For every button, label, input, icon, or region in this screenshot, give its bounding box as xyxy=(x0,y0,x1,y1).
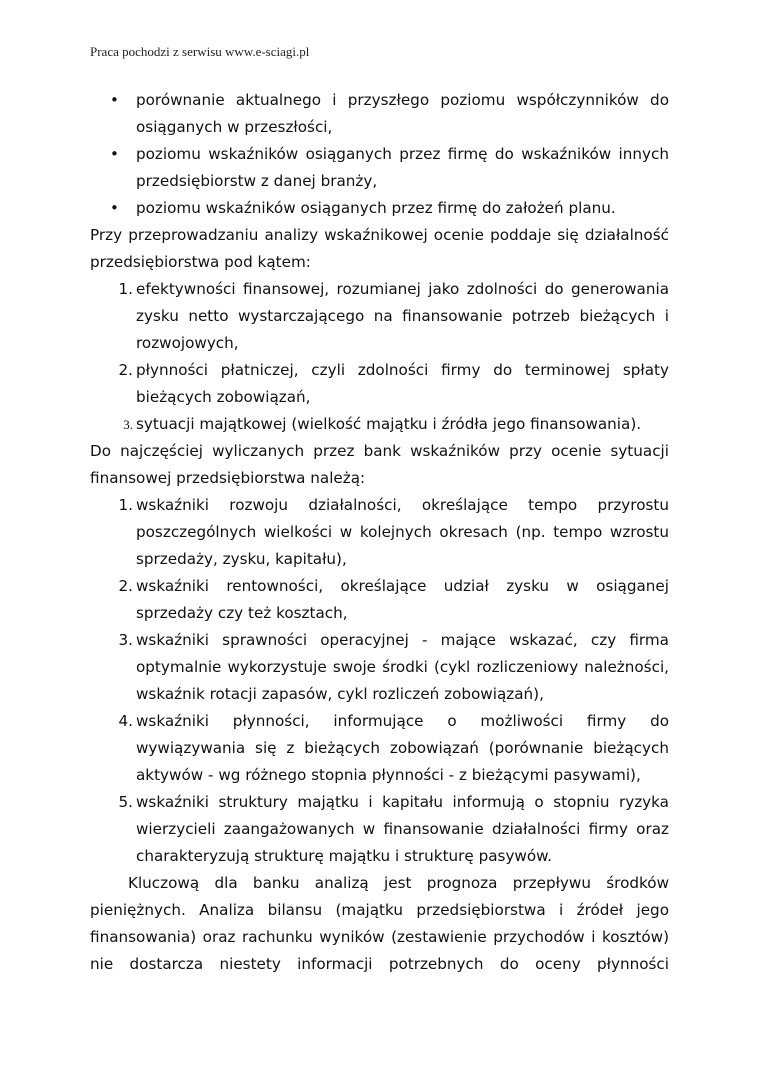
numbered-item xyxy=(90,573,669,627)
paragraph-line: Przy przeprowadzaniu analizy wskaźnikowej ocenie poddaje się działalność xyxy=(90,226,669,244)
paragraph-line: przedsiębiorstwa pod kątem: xyxy=(90,253,311,271)
paragraph-line: Do najczęściej wyliczanych przez bank wskaźników przy ocenie sytuacji xyxy=(90,442,669,460)
item-line: bieżących zobowiązań, xyxy=(136,388,311,406)
bullet-marker: • xyxy=(110,199,119,217)
bullet-item xyxy=(90,141,669,195)
numbered-item xyxy=(90,411,669,438)
numbered-item xyxy=(90,357,669,411)
document-body xyxy=(90,87,669,978)
item-line: wywiązywania się z bieżących zobowiązań (porównanie bieżących xyxy=(136,739,669,757)
item-number: 3. xyxy=(118,631,133,649)
item-line: poziomu wskaźników osiąganych przez firmę do wskaźników innych xyxy=(136,145,669,163)
numbered-item xyxy=(90,708,669,789)
item-line: rozwojowych, xyxy=(136,334,239,352)
item-number: 1. xyxy=(118,496,133,514)
bullet-marker: • xyxy=(110,145,119,163)
item-number: 5. xyxy=(118,793,133,811)
item-line: porównanie aktualnego i przyszłego poziomu współczynników do xyxy=(136,91,669,109)
item-line: efektywności finansowej, rozumianej jako zdolności do generowania xyxy=(136,280,669,298)
item-number: 2. xyxy=(118,361,133,379)
item-number: 3. xyxy=(123,417,133,432)
item-line: wskaźniki struktury majątku i kapitału informują o stopniu ryzyka xyxy=(136,793,669,811)
bullet-marker: • xyxy=(110,91,119,109)
item-number: 2. xyxy=(118,577,133,595)
item-number: 4. xyxy=(118,712,133,730)
numbered-item xyxy=(90,276,669,357)
paragraph-line: nie dostarcza niestety informacji potrzebnych do oceny płynności xyxy=(90,955,669,973)
paragraph-line: finansowania) oraz rachunku wyników (zestawienie przychodów i kosztów) xyxy=(90,928,669,946)
paragraph-line: finansowej przedsiębiorstwa należą: xyxy=(90,469,366,487)
item-line: wskaźniki płynności, informujące o możliwości firmy do xyxy=(136,712,669,730)
item-line: sytuacji majątkowej (wielkość majątku i źródła jego finansowania). xyxy=(136,415,642,433)
item-line: poszczególnych wielkości w kolejnych okresach (np. tempo wzrostu xyxy=(136,523,669,541)
item-line: sprzedaży czy też kosztach, xyxy=(136,604,348,622)
item-line: wskaźniki sprawności operacyjnej - mające wskazać, czy firma xyxy=(136,631,669,649)
item-line: optymalnie wykorzystuje swoje środki (cykl rozliczeniowy należności, xyxy=(136,658,669,676)
item-number: 1. xyxy=(118,280,133,298)
numbered-item xyxy=(90,627,669,708)
item-line: wskaźniki rentowności, określające udział zysku w osiąganej xyxy=(136,577,669,595)
item-line: przedsiębiorstw z danej branży, xyxy=(136,172,378,190)
numbered-item xyxy=(90,789,669,870)
numbered-item xyxy=(90,492,669,573)
paragraph-line: Kluczową dla banku analizą jest prognoza przepływu środków xyxy=(128,874,669,892)
paragraph-line: pieniężnych. Analiza bilansu (majątku przedsiębiorstwa i źródeł jego xyxy=(90,901,669,919)
item-line: charakteryzują strukturę majątku i strukturę pasywów. xyxy=(136,847,552,865)
item-line: sprzedaży, zysku, kapitału), xyxy=(136,550,347,568)
bullet-item xyxy=(90,195,669,222)
item-line: wskaźniki rozwoju działalności, określające tempo przyrostu xyxy=(136,496,669,514)
bullet-item xyxy=(90,87,669,141)
item-line: osiąganych w przeszłości, xyxy=(136,118,333,136)
item-line: płynności płatniczej, czyli zdolności firmy do terminowej spłaty xyxy=(136,361,669,379)
item-line: poziomu wskaźników osiąganych przez firmę do założeń planu. xyxy=(136,199,616,217)
item-line: aktywów - wg różnego stopnia płynności - z bieżącymi pasywami), xyxy=(136,766,641,784)
page-header: Praca pochodzi z serwisu www.e-sciagi.pl xyxy=(90,44,310,59)
item-line: wierzycieli zaangażowanych w finansowanie działalności firmy oraz xyxy=(136,820,669,838)
item-line: zysku netto wystarczającego na finansowanie potrzeb bieżących i xyxy=(136,307,669,325)
item-line: wskaźnik rotacji zapasów, cykl rozliczeń zobowiązań), xyxy=(136,685,544,703)
